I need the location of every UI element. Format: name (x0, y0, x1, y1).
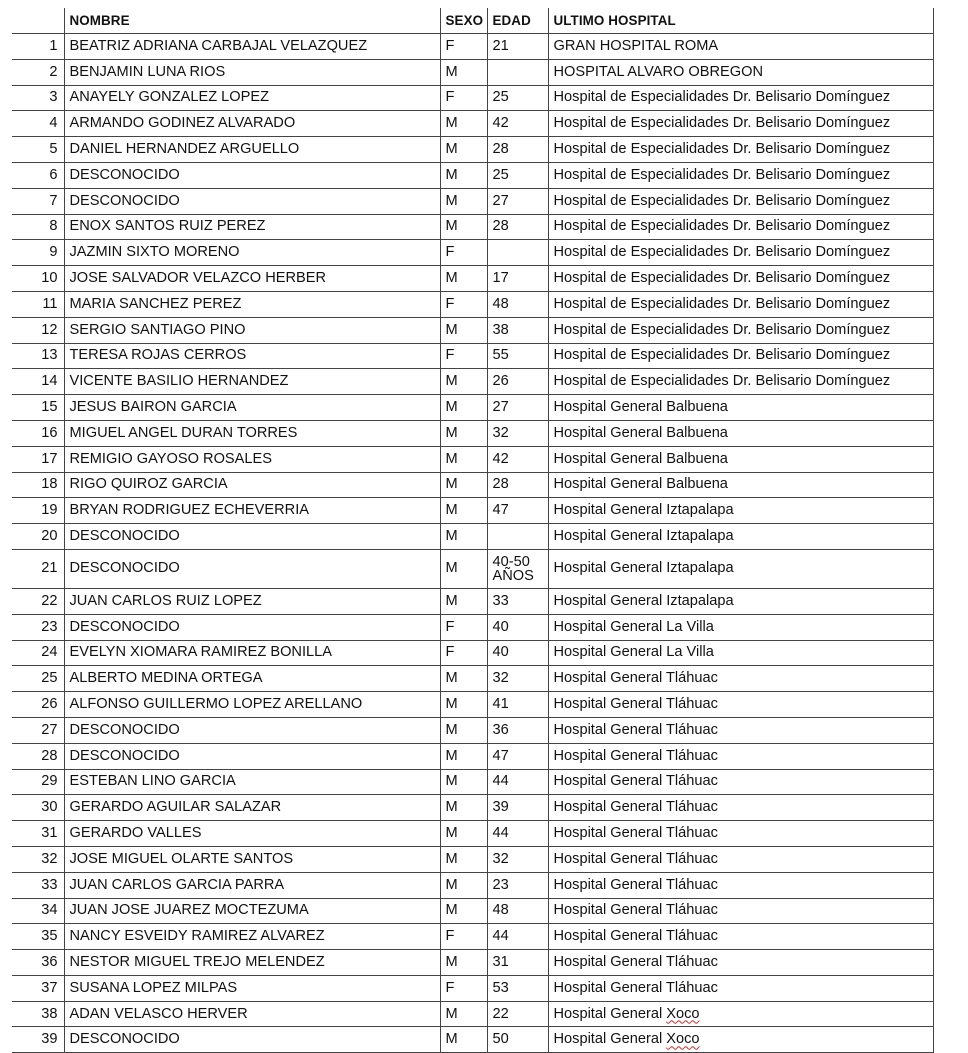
cell-sexo: M (440, 446, 487, 472)
row-number: 21 (12, 549, 64, 588)
cell-nombre: BEATRIZ ADRIANA CARBAJAL VELAZQUEZ (64, 34, 440, 60)
row-number: 30 (12, 795, 64, 821)
row-number: 24 (12, 640, 64, 666)
cell-sexo: M (440, 498, 487, 524)
table-row (12, 240, 933, 266)
row-number: 17 (12, 446, 64, 472)
cell-edad: 55 (487, 343, 548, 369)
cell-sexo: F (440, 614, 487, 640)
cell-edad: 40 (487, 640, 548, 666)
cell-nombre: ALFONSO GUILLERMO LOPEZ ARELLANO (64, 692, 440, 718)
table-row (12, 524, 933, 550)
cell-sexo: M (440, 1001, 487, 1027)
cell-sexo: M (440, 317, 487, 343)
row-number: 23 (12, 614, 64, 640)
cell-sexo: M (440, 59, 487, 85)
cell-edad: 22 (487, 1001, 548, 1027)
cell-edad: 48 (487, 898, 548, 924)
cell-sexo: M (440, 898, 487, 924)
table-row (12, 549, 933, 588)
table-row (12, 924, 933, 950)
cell-nombre: DESCONOCIDO (64, 717, 440, 743)
cell-edad (487, 240, 548, 266)
header-sexo: SEXO (440, 8, 487, 34)
cell-ultimo-hospital: Hospital General Tláhuac (548, 795, 933, 821)
cell-sexo: M (440, 369, 487, 395)
cell-sexo: M (440, 950, 487, 976)
cell-sexo: M (440, 769, 487, 795)
cell-ultimo-hospital: Hospital General Iztapalapa (548, 588, 933, 614)
table-row (12, 472, 933, 498)
cell-edad: 23 (487, 872, 548, 898)
cell-nombre: GERARDO VALLES (64, 821, 440, 847)
table-row (12, 85, 933, 111)
cell-edad: 28 (487, 214, 548, 240)
row-number: 11 (12, 291, 64, 317)
cell-edad: 25 (487, 162, 548, 188)
cell-nombre: DESCONOCIDO (64, 1027, 440, 1053)
header-number (12, 8, 64, 34)
cell-nombre: ESTEBAN LINO GARCIA (64, 769, 440, 795)
cell-edad: 39 (487, 795, 548, 821)
cell-ultimo-hospital: Hospital General Tláhuac (548, 717, 933, 743)
cell-edad: 36 (487, 717, 548, 743)
cell-ultimo-hospital: Hospital General Xoco (548, 1027, 933, 1053)
cell-ultimo-hospital: Hospital de Especialidades Dr. Belisario Domínguez (548, 162, 933, 188)
cell-nombre: BRYAN RODRIGUEZ ECHEVERRIA (64, 498, 440, 524)
table-row (12, 846, 933, 872)
table-row (12, 395, 933, 421)
table-row (12, 1027, 933, 1053)
cell-nombre: NESTOR MIGUEL TREJO MELENDEZ (64, 950, 440, 976)
cell-ultimo-hospital: Hospital General Tláhuac (548, 666, 933, 692)
cell-nombre: ARMANDO GODINEZ ALVARADO (64, 111, 440, 137)
cell-ultimo-hospital: Hospital General Xoco (548, 1001, 933, 1027)
cell-nombre: ENOX SANTOS RUIZ PEREZ (64, 214, 440, 240)
patients-table (12, 8, 934, 1053)
cell-ultimo-hospital: Hospital de Especialidades Dr. Belisario Domínguez (548, 240, 933, 266)
cell-nombre: DESCONOCIDO (64, 614, 440, 640)
cell-ultimo-hospital: Hospital de Especialidades Dr. Belisario Domínguez (548, 85, 933, 111)
cell-edad: 32 (487, 420, 548, 446)
cell-ultimo-hospital: Hospital General Tláhuac (548, 898, 933, 924)
cell-sexo: M (440, 717, 487, 743)
table-row (12, 111, 933, 137)
table-row (12, 795, 933, 821)
cell-nombre: ANAYELY GONZALEZ LOPEZ (64, 85, 440, 111)
table-row (12, 266, 933, 292)
row-number: 35 (12, 924, 64, 950)
cell-sexo: M (440, 743, 487, 769)
cell-edad (487, 549, 548, 588)
cell-nombre: JESUS BAIRON GARCIA (64, 395, 440, 421)
row-number: 33 (12, 872, 64, 898)
cell-edad: 42 (487, 111, 548, 137)
cell-ultimo-hospital: Hospital General Tláhuac (548, 821, 933, 847)
cell-edad: 26 (487, 369, 548, 395)
cell-sexo: M (440, 111, 487, 137)
cell-ultimo-hospital: Hospital General La Villa (548, 614, 933, 640)
cell-nombre: TERESA ROJAS CERROS (64, 343, 440, 369)
table-row (12, 59, 933, 85)
row-number: 9 (12, 240, 64, 266)
row-number: 32 (12, 846, 64, 872)
table-row (12, 898, 933, 924)
cell-edad: 27 (487, 188, 548, 214)
cell-ultimo-hospital: Hospital de Especialidades Dr. Belisario Domínguez (548, 188, 933, 214)
cell-edad: 40 (487, 614, 548, 640)
cell-nombre: MIGUEL ANGEL DURAN TORRES (64, 420, 440, 446)
cell-edad: 44 (487, 924, 548, 950)
cell-ultimo-hospital: Hospital General Iztapalapa (548, 498, 933, 524)
cell-nombre: DANIEL HERNANDEZ ARGUELLO (64, 137, 440, 163)
table-row (12, 769, 933, 795)
cell-sexo: F (440, 34, 487, 60)
cell-edad: 44 (487, 769, 548, 795)
cell-edad: 21 (487, 34, 548, 60)
table-row (12, 446, 933, 472)
row-number: 2 (12, 59, 64, 85)
cell-ultimo-hospital: Hospital General Tláhuac (548, 924, 933, 950)
row-number: 26 (12, 692, 64, 718)
cell-nombre: JUAN JOSE JUAREZ MOCTEZUMA (64, 898, 440, 924)
cell-edad: 28 (487, 137, 548, 163)
cell-sexo: M (440, 549, 487, 588)
cell-nombre: JOSE MIGUEL OLARTE SANTOS (64, 846, 440, 872)
cell-nombre: VICENTE BASILIO HERNANDEZ (64, 369, 440, 395)
cell-edad: 27 (487, 395, 548, 421)
cell-ultimo-hospital: GRAN HOSPITAL ROMA (548, 34, 933, 60)
cell-edad: 25 (487, 85, 548, 111)
row-number: 34 (12, 898, 64, 924)
cell-nombre: DESCONOCIDO (64, 549, 440, 588)
cell-ultimo-hospital: Hospital General Tláhuac (548, 743, 933, 769)
cell-nombre: JOSE SALVADOR VELAZCO HERBER (64, 266, 440, 292)
cell-sexo: F (440, 291, 487, 317)
cell-nombre: JAZMIN SIXTO MORENO (64, 240, 440, 266)
row-number: 38 (12, 1001, 64, 1027)
table-body (12, 34, 933, 1053)
cell-nombre: SUSANA LOPEZ MILPAS (64, 975, 440, 1001)
spellcheck-underline: Xoco (666, 1005, 700, 1022)
cell-nombre: EVELYN XIOMARA RAMIREZ BONILLA (64, 640, 440, 666)
table-row (12, 1001, 933, 1027)
cell-sexo: F (440, 240, 487, 266)
table-row (12, 717, 933, 743)
row-number: 29 (12, 769, 64, 795)
row-number: 27 (12, 717, 64, 743)
edad-line: 40-50 (492, 553, 530, 570)
cell-sexo: M (440, 795, 487, 821)
table-row (12, 666, 933, 692)
cell-ultimo-hospital: Hospital General Balbuena (548, 472, 933, 498)
cell-sexo: M (440, 821, 487, 847)
table-row (12, 420, 933, 446)
cell-sexo: M (440, 588, 487, 614)
table-row (12, 214, 933, 240)
cell-nombre: ALBERTO MEDINA ORTEGA (64, 666, 440, 692)
cell-nombre: DESCONOCIDO (64, 188, 440, 214)
row-number: 36 (12, 950, 64, 976)
row-number: 39 (12, 1027, 64, 1053)
spellcheck-underline: Xoco (666, 1031, 700, 1048)
cell-ultimo-hospital: Hospital General Balbuena (548, 420, 933, 446)
cell-nombre: BENJAMIN LUNA RIOS (64, 59, 440, 85)
cell-sexo: M (440, 872, 487, 898)
table-row (12, 498, 933, 524)
cell-nombre: REMIGIO GAYOSO ROSALES (64, 446, 440, 472)
cell-sexo: M (440, 692, 487, 718)
cell-sexo: M (440, 1027, 487, 1053)
header-edad: EDAD (487, 8, 548, 34)
cell-ultimo-hospital: Hospital General Iztapalapa (548, 524, 933, 550)
table-row (12, 692, 933, 718)
header-row (12, 8, 933, 34)
table-row (12, 291, 933, 317)
cell-edad: 53 (487, 975, 548, 1001)
row-number: 1 (12, 34, 64, 60)
cell-ultimo-hospital: Hospital General Tláhuac (548, 769, 933, 795)
cell-ultimo-hospital: Hospital de Especialidades Dr. Belisario Domínguez (548, 317, 933, 343)
cell-edad: 47 (487, 498, 548, 524)
table-row (12, 975, 933, 1001)
row-number: 19 (12, 498, 64, 524)
cell-sexo: M (440, 524, 487, 550)
table-row (12, 317, 933, 343)
table-row (12, 821, 933, 847)
cell-sexo: M (440, 214, 487, 240)
header-nombre: NOMBRE (64, 8, 440, 34)
cell-edad: 33 (487, 588, 548, 614)
cell-sexo: M (440, 846, 487, 872)
table-row (12, 588, 933, 614)
cell-nombre: DESCONOCIDO (64, 743, 440, 769)
cell-sexo: M (440, 666, 487, 692)
cell-nombre: RIGO QUIROZ GARCIA (64, 472, 440, 498)
cell-ultimo-hospital: Hospital de Especialidades Dr. Belisario Domínguez (548, 214, 933, 240)
cell-sexo: M (440, 395, 487, 421)
row-number: 14 (12, 369, 64, 395)
row-number: 16 (12, 420, 64, 446)
cell-nombre: JUAN CARLOS GARCIA PARRA (64, 872, 440, 898)
cell-ultimo-hospital: Hospital de Especialidades Dr. Belisario Domínguez (548, 369, 933, 395)
cell-edad: 32 (487, 666, 548, 692)
cell-nombre: JUAN CARLOS RUIZ LOPEZ (64, 588, 440, 614)
cell-nombre: DESCONOCIDO (64, 162, 440, 188)
table-row (12, 614, 933, 640)
cell-sexo: F (440, 975, 487, 1001)
row-number: 4 (12, 111, 64, 137)
cell-ultimo-hospital: Hospital General Tláhuac (548, 950, 933, 976)
row-number: 18 (12, 472, 64, 498)
row-number: 25 (12, 666, 64, 692)
cell-ultimo-hospital: Hospital General Tláhuac (548, 872, 933, 898)
row-number: 37 (12, 975, 64, 1001)
table-row (12, 188, 933, 214)
cell-sexo: F (440, 343, 487, 369)
cell-ultimo-hospital: Hospital General Balbuena (548, 395, 933, 421)
cell-edad (487, 524, 548, 550)
cell-edad: 50 (487, 1027, 548, 1053)
cell-sexo: M (440, 266, 487, 292)
row-number: 15 (12, 395, 64, 421)
row-number: 13 (12, 343, 64, 369)
cell-ultimo-hospital: Hospital de Especialidades Dr. Belisario Domínguez (548, 266, 933, 292)
cell-ultimo-hospital: Hospital General Tláhuac (548, 692, 933, 718)
cell-edad: 31 (487, 950, 548, 976)
cell-edad (487, 59, 548, 85)
table-row (12, 640, 933, 666)
cell-edad: 32 (487, 846, 548, 872)
cell-ultimo-hospital: Hospital de Especialidades Dr. Belisario Domínguez (548, 291, 933, 317)
cell-edad: 44 (487, 821, 548, 847)
row-number: 5 (12, 137, 64, 163)
row-number: 22 (12, 588, 64, 614)
row-number: 31 (12, 821, 64, 847)
cell-edad: 41 (487, 692, 548, 718)
table-row (12, 343, 933, 369)
cell-edad: 47 (487, 743, 548, 769)
cell-ultimo-hospital: Hospital General Iztapalapa (548, 549, 933, 588)
cell-ultimo-hospital: Hospital General Tláhuac (548, 975, 933, 1001)
header-ultimo-hospital: ULTIMO HOSPITAL (548, 8, 933, 34)
table-header (12, 8, 933, 34)
row-number: 6 (12, 162, 64, 188)
row-number: 10 (12, 266, 64, 292)
cell-edad: 17 (487, 266, 548, 292)
cell-ultimo-hospital: HOSPITAL ALVARO OBREGON (548, 59, 933, 85)
cell-nombre: SERGIO SANTIAGO PINO (64, 317, 440, 343)
cell-sexo: F (440, 640, 487, 666)
cell-sexo: F (440, 924, 487, 950)
row-number: 3 (12, 85, 64, 111)
cell-sexo: F (440, 85, 487, 111)
cell-nombre: ADAN VELASCO HERVER (64, 1001, 440, 1027)
cell-nombre: GERARDO AGUILAR SALAZAR (64, 795, 440, 821)
cell-sexo: M (440, 420, 487, 446)
edad-line: AÑOS (492, 567, 534, 584)
cell-ultimo-hospital: Hospital General Tláhuac (548, 846, 933, 872)
table-row (12, 743, 933, 769)
cell-sexo: M (440, 137, 487, 163)
cell-edad: 48 (487, 291, 548, 317)
table-row (12, 950, 933, 976)
row-number: 12 (12, 317, 64, 343)
cell-nombre: NANCY ESVEIDY RAMIREZ ALVAREZ (64, 924, 440, 950)
cell-ultimo-hospital: Hospital General Balbuena (548, 446, 933, 472)
cell-sexo: M (440, 162, 487, 188)
row-number: 28 (12, 743, 64, 769)
cell-sexo: M (440, 188, 487, 214)
cell-ultimo-hospital: Hospital de Especialidades Dr. Belisario Domínguez (548, 343, 933, 369)
cell-ultimo-hospital: Hospital General La Villa (548, 640, 933, 666)
cell-edad: 38 (487, 317, 548, 343)
table-row (12, 872, 933, 898)
cell-ultimo-hospital: Hospital de Especialidades Dr. Belisario Domínguez (548, 137, 933, 163)
cell-ultimo-hospital: Hospital de Especialidades Dr. Belisario Domínguez (548, 111, 933, 137)
cell-nombre: MARIA SANCHEZ PEREZ (64, 291, 440, 317)
row-number: 8 (12, 214, 64, 240)
cell-nombre: DESCONOCIDO (64, 524, 440, 550)
table-row (12, 369, 933, 395)
row-number: 20 (12, 524, 64, 550)
table-row (12, 162, 933, 188)
cell-sexo: M (440, 472, 487, 498)
row-number: 7 (12, 188, 64, 214)
cell-edad: 42 (487, 446, 548, 472)
table-row (12, 34, 933, 60)
table-row (12, 137, 933, 163)
cell-edad: 28 (487, 472, 548, 498)
